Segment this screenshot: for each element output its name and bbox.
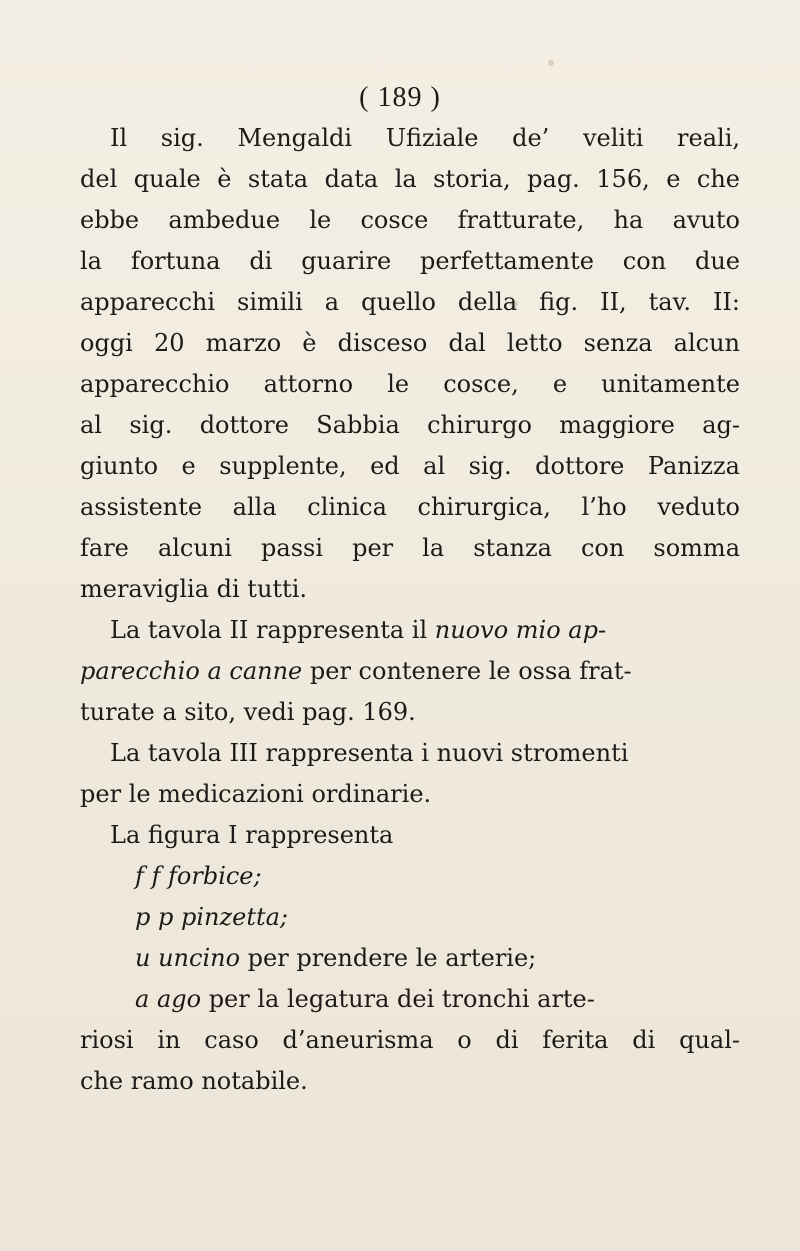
italic-run: u uncino bbox=[135, 944, 241, 972]
text-run: per contenere le ossa frat- bbox=[302, 657, 632, 685]
instrument-item: f f forbice; bbox=[135, 862, 262, 890]
text-line: del quale è stata data la storia, pag. 156, e che bbox=[80, 165, 740, 193]
text-line: La figura I rappresenta bbox=[110, 821, 394, 849]
instrument-item: p p pinzetta; bbox=[135, 903, 289, 931]
text-run: per prendere le arterie; bbox=[240, 944, 537, 972]
text-line: ebbe ambedue le cosce fratturate, ha avuto bbox=[80, 206, 740, 234]
paper-speck bbox=[548, 60, 554, 66]
text-line: apparecchi simili a quello della fig. II, tav. II: bbox=[80, 288, 740, 316]
text-line: al sig. dottore Sabbia chirurgo maggiore ag- bbox=[80, 411, 740, 439]
text-line: fare alcuni passi per la stanza con somma bbox=[80, 534, 740, 562]
text-line: riosi in caso d’aneurisma o di ferita di qual- bbox=[80, 1026, 740, 1054]
text-line: giunto e supplente, ed al sig. dottore Panizza bbox=[80, 452, 740, 480]
instrument-item bbox=[80, 979, 740, 1020]
text-run: per la legatura dei tronchi arte- bbox=[201, 985, 595, 1013]
italic-run: a ago bbox=[135, 985, 202, 1013]
italic-run: parecchio a canne bbox=[80, 657, 303, 685]
text-line: turate a sito, vedi pag. 169. bbox=[80, 698, 416, 726]
text-run: La tavola II rappresenta il bbox=[110, 616, 435, 644]
text-line: che ramo notabile. bbox=[80, 1067, 308, 1095]
text-line: apparecchio attorno le cosce, e unitamente bbox=[80, 370, 740, 398]
instrument-item bbox=[80, 938, 740, 979]
text-line: La tavola III rappresenta i nuovi stromenti bbox=[110, 739, 629, 767]
paragraph-tavola-ii-line2 bbox=[80, 651, 740, 692]
text-line: la fortuna di guarire perfettamente con due bbox=[80, 247, 740, 275]
italic-run: nuovo mio ap- bbox=[434, 616, 607, 644]
text-line: assistente alla clinica chirurgica, l’ho veduto bbox=[80, 493, 740, 521]
text-line: per le medicazioni ordinarie. bbox=[80, 780, 432, 808]
text-line: oggi 20 marzo è disceso dal letto senza alcun bbox=[80, 329, 740, 357]
paragraph-tavola-ii-line1 bbox=[80, 610, 740, 651]
page-number: ( 189 ) bbox=[359, 82, 441, 113]
text-line: Il sig. Mengaldi Ufiziale de’ veliti reali, bbox=[110, 124, 740, 152]
body-text bbox=[80, 118, 740, 1102]
text-line: meraviglia di tutti. bbox=[80, 575, 307, 603]
